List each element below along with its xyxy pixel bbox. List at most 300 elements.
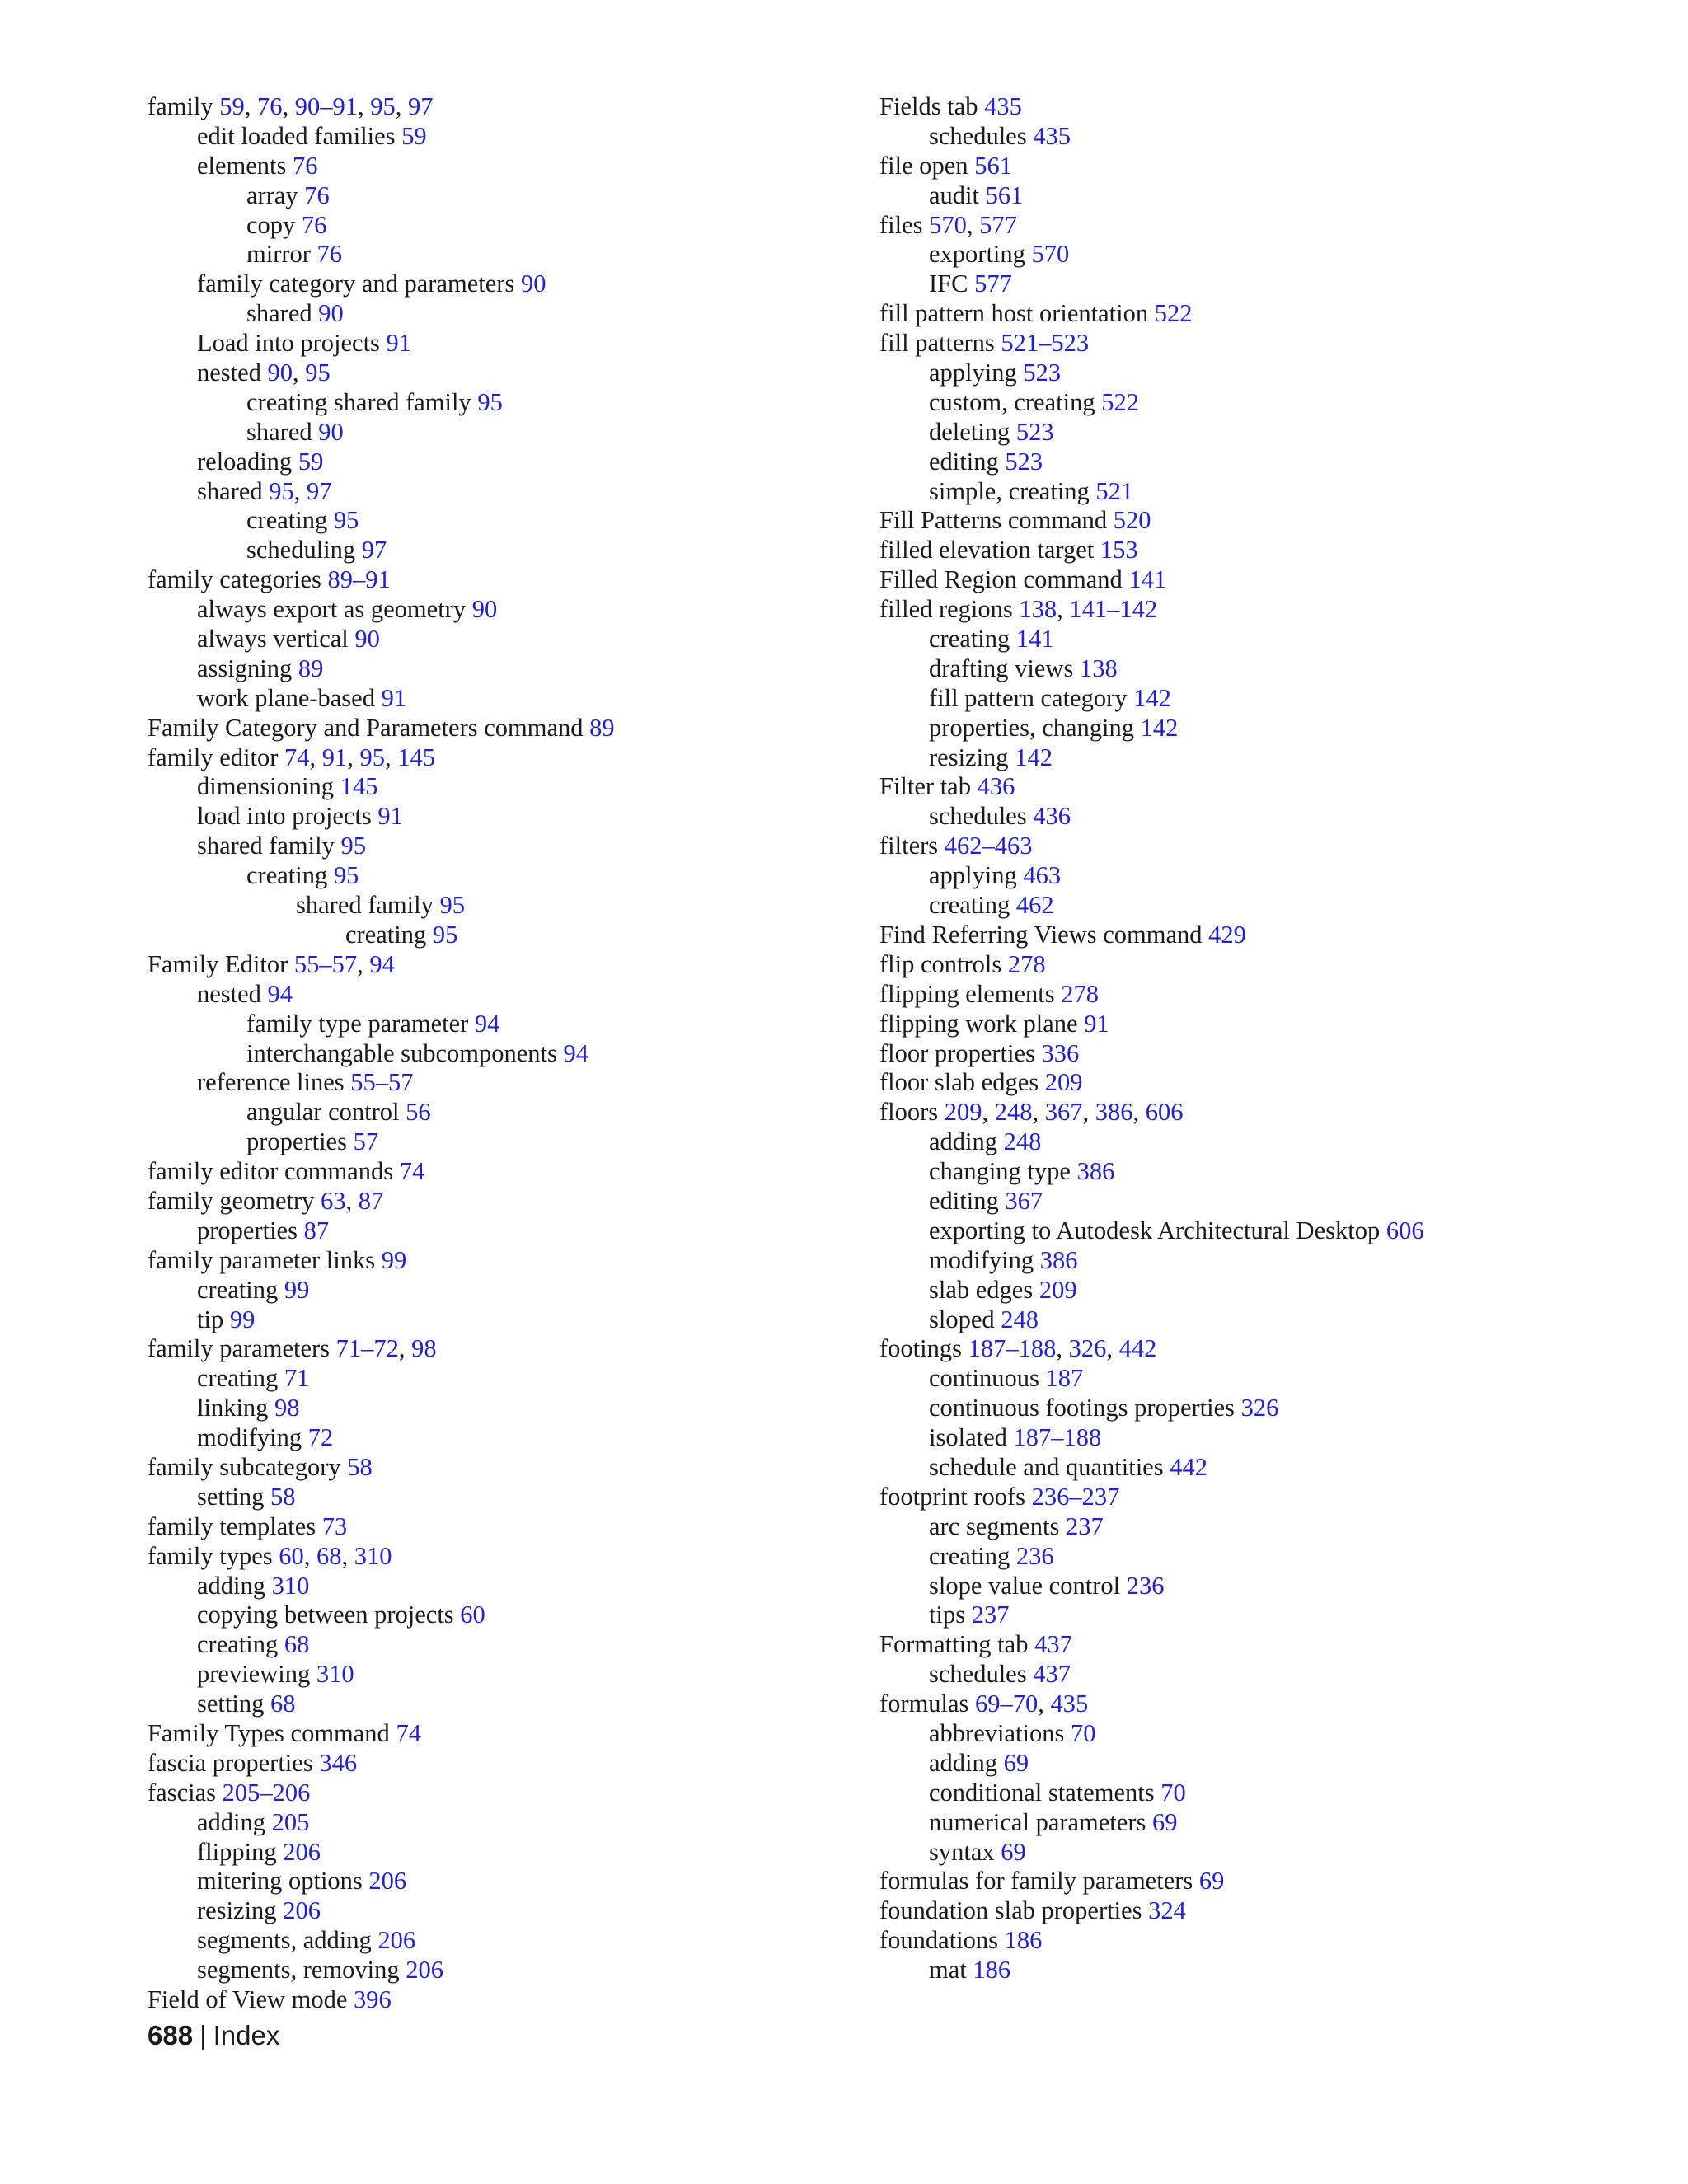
index-term: creating: [197, 1630, 279, 1659]
index-term: creating shared family: [246, 387, 471, 416]
index-term: adding: [929, 1127, 998, 1156]
page-link[interactable]: 90–91: [294, 92, 358, 120]
page-link[interactable]: 87: [303, 1216, 330, 1244]
index-entry: [879, 1926, 1621, 1956]
index-term: fascia properties: [148, 1748, 313, 1777]
page-link[interactable]: 95: [359, 743, 386, 771]
page-link[interactable]: 237: [1066, 1511, 1104, 1540]
index-entry: [879, 1010, 1621, 1039]
index-entry: [879, 1601, 1621, 1630]
index-entry: [879, 1187, 1621, 1216]
index-term: dimensioning: [197, 772, 335, 801]
index-term: creating: [929, 1541, 1010, 1570]
page-separator: ,: [1132, 1098, 1146, 1127]
page-link[interactable]: 187–188: [1013, 1423, 1102, 1452]
page-link[interactable]: 60: [460, 1601, 485, 1629]
index-entry: [879, 1039, 1621, 1069]
page-link[interactable]: 606: [1386, 1216, 1424, 1244]
index-entry: [879, 1423, 1621, 1453]
index-term: resizing: [929, 743, 1009, 771]
page-link[interactable]: 522: [1154, 299, 1193, 328]
page-link[interactable]: 145: [340, 772, 378, 801]
index-term: setting: [197, 1482, 265, 1511]
index-term: flipping: [197, 1837, 277, 1866]
index-entry: [148, 654, 856, 684]
index-entry: [879, 743, 1621, 773]
page-link[interactable]: 95: [477, 387, 503, 416]
index-term: IFC: [929, 269, 968, 298]
page-link[interactable]: 145: [397, 743, 436, 771]
page-link[interactable]: 521: [1095, 476, 1134, 505]
page-link[interactable]: 463: [1023, 861, 1062, 890]
index-term: files: [879, 210, 923, 239]
page-link[interactable]: 95: [333, 861, 359, 890]
page-link[interactable]: 87: [358, 1186, 384, 1215]
page-link[interactable]: 141: [1128, 565, 1167, 594]
page-link[interactable]: 97: [408, 92, 434, 120]
page-link[interactable]: 521–523: [1001, 329, 1090, 358]
index-term: elements: [197, 151, 287, 180]
page-link[interactable]: 95: [340, 832, 366, 860]
page-link[interactable]: 56: [406, 1098, 431, 1127]
index-entry: [879, 329, 1621, 359]
index-term: properties, changing: [929, 713, 1135, 742]
index-term: creating: [929, 625, 1010, 654]
page-link[interactable]: 99: [284, 1275, 310, 1304]
index-entry: [148, 152, 856, 181]
page-link[interactable]: 91: [381, 683, 407, 712]
index-entry: [879, 1305, 1621, 1335]
page-link[interactable]: 98: [411, 1334, 437, 1363]
page-link[interactable]: 72: [307, 1423, 334, 1452]
page-link[interactable]: 577: [974, 269, 1012, 298]
page-link[interactable]: 58: [347, 1452, 373, 1481]
page-link[interactable]: 69: [1198, 1867, 1225, 1896]
index-term: applying: [929, 359, 1017, 387]
page-link[interactable]: 310: [354, 1541, 392, 1570]
index-entry: [148, 1068, 856, 1098]
page-link[interactable]: 435: [984, 92, 1022, 120]
index-entry: [148, 359, 856, 388]
page-link[interactable]: 142: [1015, 743, 1053, 771]
page-link[interactable]: 462: [1015, 891, 1054, 920]
index-entry: [879, 772, 1621, 802]
page-separator: ,: [358, 92, 371, 120]
page-link[interactable]: 98: [274, 1394, 300, 1422]
page-link[interactable]: 429: [1208, 920, 1246, 949]
index-entry: [148, 1601, 856, 1630]
index-entry: [148, 595, 856, 625]
page-link[interactable]: 91: [1084, 1009, 1109, 1038]
index-entry: [879, 1896, 1621, 1926]
index-entry: [879, 1216, 1621, 1246]
index-term: nested: [197, 979, 261, 1008]
page-link[interactable]: 58: [270, 1482, 296, 1511]
page-link[interactable]: 90: [318, 417, 344, 446]
index-term: family categories: [148, 565, 321, 594]
page-link[interactable]: 59: [401, 121, 427, 150]
page-link[interactable]: 91: [377, 802, 403, 831]
page-link[interactable]: 561: [974, 151, 1012, 180]
page-link[interactable]: 95: [333, 506, 359, 535]
index-entry: [148, 477, 856, 507]
page-footer: [148, 2019, 279, 2052]
page-link[interactable]: 570: [1031, 240, 1070, 269]
page-separator: ,: [1106, 1334, 1119, 1363]
index-term: file open: [879, 151, 968, 180]
index-term: family category and parameters: [197, 269, 515, 298]
index-term: Find Referring Views command: [879, 920, 1203, 949]
page-link[interactable]: 436: [1033, 802, 1071, 831]
page-link[interactable]: 206: [368, 1867, 407, 1896]
page-link[interactable]: 71–72: [335, 1334, 399, 1363]
index-term: family parameters: [148, 1334, 331, 1363]
index-entry: [148, 1216, 856, 1246]
index-entry: [879, 269, 1621, 299]
index-term: tips: [929, 1601, 966, 1629]
page-link[interactable]: 206: [406, 1956, 444, 1985]
index-entry: [148, 448, 856, 477]
page-link[interactable]: 205–206: [222, 1778, 311, 1807]
page-link[interactable]: 97: [361, 536, 387, 565]
index-entry: [148, 329, 856, 359]
index-entry: [148, 1749, 856, 1779]
page-separator: ,: [303, 1541, 316, 1570]
index-term: flip controls: [879, 949, 1002, 978]
page-separator: ,: [982, 1098, 995, 1127]
page-link[interactable]: 94: [563, 1038, 589, 1067]
page-link[interactable]: 367: [1044, 1098, 1083, 1127]
index-term: resizing: [197, 1896, 277, 1925]
index-entry: [148, 1483, 856, 1512]
index-entry: [879, 211, 1621, 241]
page-link[interactable]: 138: [1019, 595, 1057, 624]
index-term: deleting: [929, 417, 1010, 446]
page-link[interactable]: 69: [1003, 1748, 1029, 1777]
page-link[interactable]: 95: [370, 92, 396, 120]
page-link[interactable]: 435: [1033, 121, 1071, 150]
page-link[interactable]: 278: [1061, 979, 1099, 1008]
index-entry: [148, 625, 856, 654]
page-link[interactable]: 386: [1095, 1098, 1133, 1127]
page-link[interactable]: 187: [1045, 1364, 1084, 1393]
index-entry: [879, 477, 1621, 507]
page-link[interactable]: 68: [284, 1630, 310, 1659]
index-entry: [148, 1423, 856, 1453]
index-entry: [148, 1394, 856, 1423]
index-entry: [148, 388, 856, 418]
page-link[interactable]: 59: [219, 92, 245, 120]
page-link[interactable]: 520: [1113, 506, 1151, 535]
index-term: creating: [197, 1364, 279, 1393]
page-link[interactable]: 442: [1170, 1452, 1207, 1481]
page-link[interactable]: 91: [386, 329, 412, 358]
index-term: always export as geometry: [197, 595, 467, 624]
index-entry: [879, 625, 1621, 654]
page-link[interactable]: 570: [929, 210, 967, 239]
page-link[interactable]: 248: [1003, 1127, 1042, 1156]
page-link[interactable]: 73: [321, 1511, 348, 1540]
page-link[interactable]: 95: [432, 920, 458, 949]
page-link[interactable]: 141: [1015, 625, 1054, 654]
index-term: formulas: [879, 1690, 969, 1718]
index-term: shared: [246, 417, 312, 446]
index-entry: [148, 1127, 856, 1157]
page-link[interactable]: 248: [1001, 1305, 1039, 1333]
index-entry: [879, 654, 1621, 684]
index-term: shared: [246, 299, 312, 328]
page-link[interactable]: 69–70: [975, 1690, 1039, 1718]
index-term: shared family: [296, 891, 434, 920]
index-term: fascias: [148, 1778, 216, 1807]
index-entry: [148, 1572, 856, 1601]
page-link[interactable]: 69: [1001, 1837, 1026, 1866]
page-link[interactable]: 206: [283, 1837, 321, 1866]
index-entry: [879, 1690, 1621, 1719]
index-entry: [879, 684, 1621, 714]
index-entry: [148, 122, 856, 152]
index-entry: [148, 1098, 856, 1127]
page-link[interactable]: 310: [316, 1660, 354, 1689]
page-link[interactable]: 70: [1160, 1778, 1186, 1807]
page-link[interactable]: 90: [267, 359, 293, 387]
page-link[interactable]: 99: [229, 1305, 256, 1333]
page-link[interactable]: 186: [973, 1956, 1011, 1985]
page-link[interactable]: 336: [1041, 1038, 1080, 1067]
page-link[interactable]: 326: [1068, 1334, 1107, 1363]
index-term: floor slab edges: [879, 1068, 1039, 1097]
page-link[interactable]: 435: [1050, 1690, 1089, 1718]
page-link[interactable]: 248: [994, 1098, 1033, 1127]
index-entry: [879, 921, 1621, 950]
page-link[interactable]: 90: [471, 595, 498, 624]
index-term: Formatting tab: [879, 1630, 1029, 1659]
index-entry: [148, 1926, 856, 1956]
page-link[interactable]: 386: [1039, 1245, 1078, 1274]
page-separator: ,: [1082, 1098, 1095, 1127]
page-link[interactable]: 278: [1007, 949, 1046, 978]
page-link[interactable]: 577: [979, 210, 1017, 239]
page-link[interactable]: 522: [1101, 387, 1139, 416]
index-entry: [148, 1956, 856, 1985]
index-term: mirror: [246, 240, 311, 269]
page-link[interactable]: 90: [318, 299, 344, 328]
page-link[interactable]: 68: [270, 1690, 296, 1718]
page-link[interactable]: 442: [1118, 1334, 1157, 1363]
index-term: schedules: [929, 802, 1027, 831]
page-link[interactable]: 76: [301, 210, 327, 239]
index-entry: [148, 1512, 856, 1542]
page-link[interactable]: 70: [1070, 1718, 1096, 1747]
page-link[interactable]: 206: [283, 1896, 321, 1925]
index-entry: [148, 1334, 856, 1364]
page-link[interactable]: 74: [284, 743, 310, 771]
index-term: load into projects: [197, 802, 372, 831]
page-link[interactable]: 60: [279, 1541, 304, 1570]
page-link[interactable]: 386: [1076, 1157, 1115, 1186]
index-entry: [148, 1808, 856, 1838]
page-link[interactable]: 97: [306, 476, 332, 505]
index-term: creating: [345, 920, 427, 949]
page-link[interactable]: 76: [293, 151, 318, 180]
index-entry: [148, 418, 856, 448]
page-link[interactable]: 237: [971, 1601, 1010, 1629]
index-entry: [879, 359, 1621, 388]
page-link[interactable]: 68: [316, 1541, 342, 1570]
page-link[interactable]: 437: [1033, 1660, 1071, 1689]
page-link[interactable]: 99: [381, 1245, 407, 1274]
index-entry: [879, 1956, 1621, 1985]
index-entry: [148, 1690, 856, 1719]
page-link[interactable]: 523: [1023, 359, 1062, 387]
page-link[interactable]: 89: [298, 654, 324, 682]
index-term: custom, creating: [929, 387, 1095, 416]
page-link[interactable]: 236–237: [1031, 1482, 1120, 1511]
index-entry: [879, 861, 1621, 891]
page-link[interactable]: 55–57: [350, 1068, 414, 1097]
page-link[interactable]: 205: [271, 1807, 310, 1836]
page-link[interactable]: 138: [1079, 654, 1118, 682]
page-link[interactable]: 436: [977, 772, 1015, 801]
page-link[interactable]: 236: [1126, 1571, 1165, 1600]
page-link[interactable]: 367: [1005, 1186, 1043, 1215]
index-term: array: [246, 180, 298, 209]
index-term: reloading: [197, 447, 293, 476]
page-link[interactable]: 187–188: [968, 1334, 1057, 1363]
page-link[interactable]: 326: [1240, 1394, 1279, 1422]
index-entry: [879, 1779, 1621, 1808]
page-link[interactable]: 142: [1140, 713, 1179, 742]
page-link[interactable]: 206: [377, 1926, 416, 1955]
index-entry: [148, 861, 856, 891]
index-entry: [879, 1334, 1621, 1364]
page-link[interactable]: 74: [399, 1157, 425, 1186]
index-term: Field of View mode: [148, 1985, 348, 2013]
index-column-left: [148, 92, 856, 2015]
index-term: family types: [148, 1541, 273, 1570]
page-separator: ,: [309, 743, 322, 771]
page-link[interactable]: 209: [944, 1098, 982, 1127]
index-entry: [148, 211, 856, 241]
page-link[interactable]: 71: [284, 1364, 310, 1393]
index-entry: [148, 299, 856, 329]
index-entry: [148, 181, 856, 211]
page-link[interactable]: 89–91: [327, 565, 391, 594]
page-link[interactable]: 94: [369, 949, 395, 978]
page-number: 688: [148, 2020, 194, 2050]
page-link[interactable]: 561: [985, 180, 1024, 209]
index-entry: [148, 1187, 856, 1216]
page-link[interactable]: 186: [1004, 1926, 1043, 1955]
page-link[interactable]: 63: [321, 1186, 346, 1215]
page-link[interactable]: 523: [1015, 417, 1054, 446]
index-term: family editor: [148, 743, 279, 771]
index-entry: [879, 1867, 1621, 1896]
page-separator: ,: [347, 743, 360, 771]
page-link[interactable]: 606: [1145, 1098, 1184, 1127]
page-link[interactable]: 74: [396, 1718, 421, 1747]
index-entry: [148, 1453, 856, 1483]
page-link[interactable]: 95: [269, 476, 294, 505]
index-entry: [148, 1157, 856, 1187]
index-entry: [879, 1838, 1621, 1868]
page-link[interactable]: 95: [439, 891, 465, 920]
page-link[interactable]: 462–463: [944, 832, 1033, 860]
index-entry: [879, 181, 1621, 211]
index-term: linking: [197, 1394, 269, 1422]
index-entry: [879, 92, 1621, 122]
index-entry: [879, 1068, 1621, 1098]
index-term: fill pattern host orientation: [879, 299, 1149, 328]
page-link[interactable]: 59: [298, 447, 324, 476]
index-term: filled regions: [879, 595, 1013, 624]
page-link[interactable]: 396: [354, 1985, 392, 2013]
index-term: schedules: [929, 121, 1027, 150]
page-link[interactable]: 76: [257, 92, 283, 120]
page-link[interactable]: 209: [1039, 1275, 1077, 1304]
index-entry: [148, 743, 856, 773]
page-link[interactable]: 55–57: [293, 949, 358, 978]
index-term: floors: [879, 1098, 939, 1127]
page-link[interactable]: 94: [267, 979, 293, 1008]
index-term: family parameter links: [148, 1245, 376, 1274]
page-link[interactable]: 310: [271, 1571, 310, 1600]
index-entry: [879, 1749, 1621, 1779]
page-link[interactable]: 437: [1034, 1630, 1072, 1659]
index-entry: [879, 1630, 1621, 1660]
index-term: Load into projects: [197, 329, 380, 358]
index-term: schedules: [929, 1660, 1027, 1689]
index-term: family: [148, 92, 213, 120]
index-entry: [148, 565, 856, 595]
page-link[interactable]: 57: [353, 1127, 379, 1156]
page-link[interactable]: 153: [1100, 536, 1138, 565]
page-link[interactable]: 76: [316, 240, 343, 269]
page-link[interactable]: 91: [321, 743, 348, 771]
page-link[interactable]: 89: [589, 713, 615, 742]
page-link[interactable]: 76: [304, 180, 330, 209]
page-link[interactable]: 142: [1133, 683, 1171, 712]
page-separator: ,: [293, 359, 306, 387]
page-link[interactable]: 346: [319, 1748, 358, 1777]
index-term: foundations: [879, 1926, 999, 1955]
index-term: footings: [879, 1334, 962, 1363]
page-link[interactable]: 209: [1044, 1068, 1083, 1097]
page-link[interactable]: 69: [1151, 1807, 1178, 1836]
page-link[interactable]: 94: [474, 1009, 500, 1038]
page-link[interactable]: 95: [305, 359, 331, 387]
index-term: properties: [197, 1216, 298, 1244]
page-link[interactable]: 324: [1148, 1896, 1186, 1925]
index-term: exporting to Autodesk Architectural Desktop: [929, 1216, 1381, 1244]
index-entry: [148, 950, 856, 980]
index-entry: [148, 684, 856, 714]
index-entry: [879, 1483, 1621, 1512]
index-term: scheduling: [246, 536, 356, 565]
page-separator: ,: [385, 743, 398, 771]
page-link[interactable]: 90: [520, 269, 546, 298]
page-link[interactable]: 236: [1015, 1541, 1054, 1570]
page-link[interactable]: 90: [354, 625, 380, 654]
page-link[interactable]: 523: [1005, 447, 1043, 476]
index-term: Family Category and Parameters command: [148, 713, 584, 742]
index-entry: [879, 950, 1621, 980]
index-entry: [148, 240, 856, 269]
page-separator: ,: [357, 949, 370, 978]
index-term: shared family: [197, 832, 335, 860]
page-link[interactable]: 141–142: [1069, 595, 1158, 624]
index-entry: [879, 1660, 1621, 1690]
